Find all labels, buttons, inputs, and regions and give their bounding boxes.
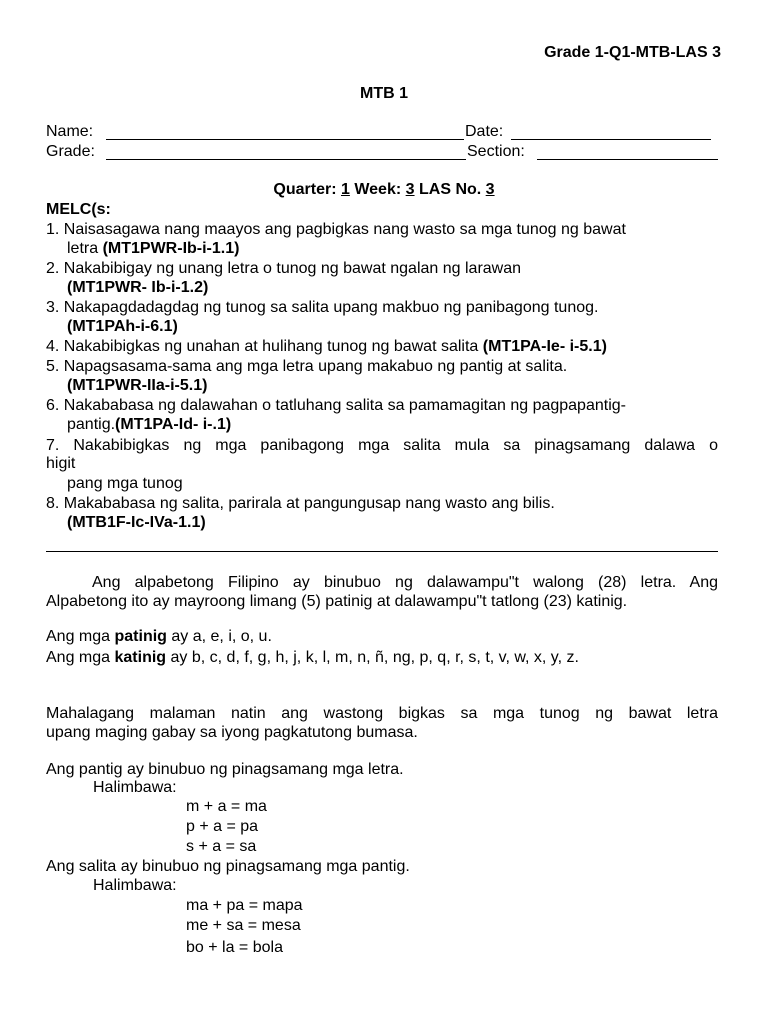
word-example: ma + pa = mapa xyxy=(186,897,303,914)
grade-label: Grade: xyxy=(46,143,95,160)
melc-item-8: 8. Makababasa ng salita, parirala at pangungusap nang wasto ang bilis. xyxy=(46,495,555,512)
vowels-line: Ang mga patinig ay a, e, i, o, u. xyxy=(46,628,272,645)
melc-code-8: (MTB1F-Ic-IVa-1.1) xyxy=(67,514,206,531)
melc-code-2: (MT1PWR- Ib-i-1.2) xyxy=(67,279,209,296)
melc-item-1-cont: letra (MT1PWR-Ib-i-1.1) xyxy=(67,240,240,257)
melc-item-4: 4. Nakabibigkas ng unahan at hulihang tunog ng bawat salita (MT1PA-Ie- i-5.1) xyxy=(46,338,607,355)
grade-blank[interactable] xyxy=(106,159,466,160)
melc-heading: MELC(s: xyxy=(46,201,111,218)
melc-item-1: 1. Naisasagawa nang maayos ang pagbigkas nang wasto sa mga tunog ng bawat xyxy=(46,221,626,238)
name-label: Name: xyxy=(46,123,94,140)
melc-code-3: (MT1PAh-i-6.1) xyxy=(67,318,178,335)
melc-code-4: (MT1PA-Ie- i-5.1) xyxy=(482,338,607,355)
syllable-example: p + a = pa xyxy=(186,818,259,835)
quarter-line xyxy=(0,181,768,199)
section-blank[interactable] xyxy=(537,159,718,160)
pronunciation-para-line2: upang maging gabay sa iyong pagkatutong bumasa. xyxy=(46,724,418,741)
melc-item-2: 2. Nakabibigay ng unang letra o tunog ng bawat ngalan ng larawan xyxy=(46,260,522,277)
syllable-example-label: Halimbawa: xyxy=(93,779,177,796)
las-label: LAS No. xyxy=(419,181,482,198)
document-code: Grade 1-Q1-MTB-LAS 3 xyxy=(544,44,721,61)
consonants-term: katinig xyxy=(114,649,167,666)
melc-item-7-cont1: higit xyxy=(46,455,76,472)
date-blank[interactable] xyxy=(511,139,711,140)
word-example: me + sa = mesa xyxy=(186,917,301,934)
melc-item-7-cont2: pang mga tunog xyxy=(67,475,183,492)
syllable-example: m + a = ma xyxy=(186,798,267,815)
alphabet-para-line2: Alpabetong ito ay mayroong limang (5) patinig at dalawampu"t tatlong (23) katinig. xyxy=(46,593,628,610)
word-example: bo + la = bola xyxy=(186,939,283,956)
alphabet-para-line1: Ang alpabetong Filipino ay binubuo ng dalawampu"t walong (28) letra. Ang xyxy=(92,574,718,591)
melc-item-7: 7. Nakabibigkas ng mga panibagong mga salita mula sa pinagsamang dalawa o xyxy=(46,437,718,454)
las-value: 3 xyxy=(485,181,495,198)
quarter-label: Quarter: xyxy=(273,181,337,198)
pronunciation-para-line1: Mahalagang malaman natin ang wastong bigkas sa mga tunog ng bawat letra xyxy=(46,705,718,722)
quarter-value: 1 xyxy=(340,181,350,198)
melc-code-1: (MT1PWR-Ib-i-1.1) xyxy=(102,240,240,257)
melc-code-6: (MT1PA-Id- i-.1) xyxy=(115,416,232,433)
date-label: Date: xyxy=(465,123,504,140)
name-blank[interactable] xyxy=(106,139,464,140)
vowels-term: patinig xyxy=(114,628,167,645)
week-label: Week: xyxy=(354,181,402,198)
syllable-example: s + a = sa xyxy=(186,838,257,855)
document-title: MTB 1 xyxy=(360,85,408,102)
melc-item-3: 3. Nakapagdadagdag ng tunog sa salita upang makbuo ng panibagong tunog. xyxy=(46,299,599,316)
week-value: 3 xyxy=(405,181,415,198)
syllable-intro: Ang pantig ay binubuo ng pinagsamang mga letra. xyxy=(46,761,404,778)
melc-item-5: 5. Napagsasama-sama ang mga letra upang makabuo ng pantig at salita. xyxy=(46,358,568,375)
melc-code-5: (MT1PWR-IIa-i-5.1) xyxy=(67,377,208,394)
section-label: Section: xyxy=(467,143,525,160)
word-example-label: Halimbawa: xyxy=(93,877,177,894)
consonants-line: Ang mga katinig ay b, c, d, f, g, h, j, k, l, m, n, ñ, ng, p, q, r, s, t, v, w, x, y, z. xyxy=(46,649,579,666)
melc-item-6: 6. Nakababasa ng dalawahan o tatluhang salita sa pamamagitan ng pagpapantig- xyxy=(46,397,626,414)
section-divider xyxy=(46,551,718,552)
word-intro: Ang salita ay binubuo ng pinagsamang mga pantig. xyxy=(46,858,410,875)
melc-item-6-cont: pantig.(MT1PA-Id- i-.1) xyxy=(67,416,232,433)
